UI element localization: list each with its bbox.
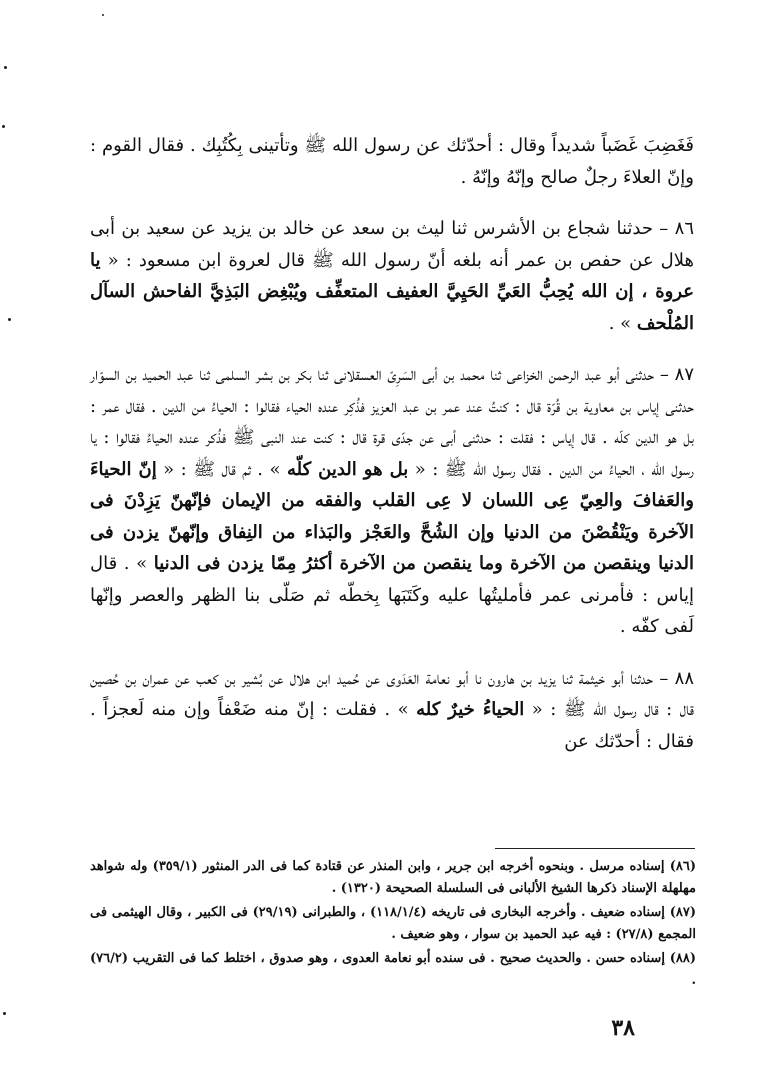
hadith-87	[90, 359, 694, 643]
hadith-86	[90, 213, 694, 339]
hadith-87-end: » . قال إياس : فأمرنى عمر فأمليتُها عليه وكَتَبَها بِخطّه ثم صَلّى بنا الظهر والعصر وإنّها لَفى كفّه .	[90, 553, 694, 637]
hadith-86-isnad: ٨٦ – حدثنا شجاع بن الأشرس ثنا ليث بن سعد عن خالد بن يزيد عن سعيد بن أبى هلال عن حفص بن عمر أنه بلغه أنّ رسول الله ﷺ قال لعروة ابن مسعود : «	[90, 218, 694, 271]
hadith-88-end: » . فقلت : إنّ منه ضَعْفاً وإن منه لَعجزاً . فقال : أحدّثك عن	[90, 699, 694, 752]
main-text	[90, 130, 694, 757]
footnote-88: (٨٨) إسناده حسن . والحديث صحيح . فى سنده أبو نعامة العدوى ، وهو صدوق ، اختلط كما فى التقريب (٧٦/٢) .	[90, 951, 696, 988]
hadith-88-isnad: ٨٨ – حدثنا أبو خيثمة ثنا يزيد بن هارون نا أبو نعامة العَدَوى عن حُميد ابن هلال عن بُشير بن كعب عن عمران بن حُصين قال : قال رسول الله ﷺ : «	[90, 667, 694, 720]
hadith-87-mid: » . ثم قال ﷺ : «	[156, 458, 287, 480]
hadith-88	[90, 663, 694, 758]
footnotes	[90, 856, 696, 994]
hadith-87-isnad: ٨٧ – حدثنى أبو عبد الرحمن الخزاعى ثنا محمد بن أبى السَرِىّ العسقلانى ثنا بكر بن بشر السلمى ثنا عبد الحميد بن السوّار حدثنى إياس بن معاوية بن قُرّة قال : كنتُ عند عمر بن عبد العزيز فذُكِر عنده الحياء فقالوا : الحياءُ من الدين . فقال عمر : بل هو الدين كلّه . قال إياس : فقلت : حدثنى أبى عن جدّى قرة قال : كنت عند النبى ﷺ فذُكر عنده الحياءُ فقالوا : يا رسول الله ، الحياءُ من الدين . فقال رسول الله ﷺ : «	[90, 364, 694, 480]
hadith-86-end: » .	[608, 312, 637, 334]
footnote-87: (٨٧) إسناده ضعيف . وأخرجه البخارى فى تاريخه (١١٨/١/٤) ، والطبرانى (٢٩/١٩) فى الكبير ، وقال الهيثمى فى المجمع (٢٧/٨) : فيه عبد الحميد بن سوار ، وهو ضعيف .	[90, 905, 696, 942]
hadith-87-matn-1: بل هو الدين كلّه	[286, 458, 409, 480]
page-number: ٣٨	[611, 1015, 635, 1041]
hadith-88-matn: الحياءُ خيرٌ كله	[416, 699, 525, 720]
footnote-divider	[495, 848, 695, 849]
hadith-87-matn-2: إنّ الحياءَ والعَفافَ والعِيّ عِى اللسان لا عِى القلب والفقه من الإيمان فإنّهنّ يَزِدْنَ فى الآخرة ويَنْقُصْنَ من الدنيا وإن الشُحَّ والعَجْز والبَذاء من النِفاق وإنّهنّ يزدن فى الدنيا وينقصن من الآخرة وما ينقصن من الآخرة أكثرُ مِمّا يزدن فى الدنيا	[90, 458, 694, 574]
paragraph-text: فَغَضِبَ غَضَباً شديداً وقال : أحدّثك عن رسول الله ﷺ وتأتينى بِكُتُبِك . فقال القوم : وإنّ العلاءَ رجلٌ صالح وإنّهُ وإنّهُ .	[90, 135, 694, 188]
footnote-86: (٨٦) إسناده مرسل . وبنحوه أخرجه ابن جرير ، وابن المنذر عن قتادة كما فى الدر المنثور (٣٥٩/١) وله شواهد مهلهلة الإسناد ذكرها الشيخ الألبانى فى السلسلة الصحيحة (١٣٢٠) .	[90, 859, 697, 896]
hadith-86-matn: يا عروة ، إن الله يُحِبُّ العَيِّ الحَيِيَّ العفيف المتعفِّف ويُبْغِض البَذِيَّ الفاحش السآل المُلْحف	[90, 249, 694, 334]
paragraph-continuation	[90, 130, 694, 193]
